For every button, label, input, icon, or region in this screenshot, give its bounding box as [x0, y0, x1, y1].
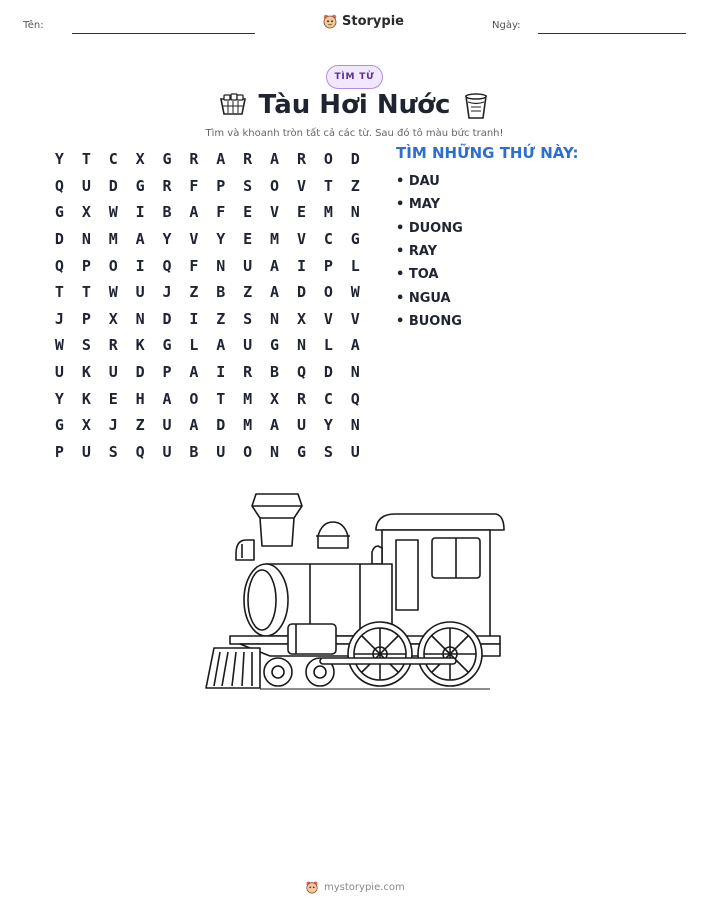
- grid-letter[interactable]: Z: [243, 283, 253, 302]
- date-line[interactable]: [538, 33, 686, 34]
- grid-letter[interactable]: M: [270, 230, 280, 249]
- grid-row: [46, 252, 369, 279]
- storypie-mascot-icon: [322, 13, 338, 29]
- grid-letter[interactable]: A: [189, 363, 199, 382]
- steam-locomotive-illustration: [200, 488, 510, 693]
- grid-letter[interactable]: X: [296, 309, 306, 328]
- grid-letter[interactable]: N: [216, 256, 226, 275]
- grid-letter[interactable]: S: [323, 442, 333, 461]
- grid-letter[interactable]: Y: [323, 416, 333, 435]
- grid-letter[interactable]: J: [108, 416, 118, 435]
- word-search-badge: TÌM TỪ: [326, 65, 383, 89]
- grid-letter[interactable]: V: [296, 176, 306, 195]
- grid-letter[interactable]: Q: [54, 176, 64, 195]
- grid-letter[interactable]: U: [81, 442, 91, 461]
- grid-letter[interactable]: K: [135, 336, 145, 355]
- grid-letter[interactable]: V: [350, 309, 360, 328]
- grid-letter[interactable]: B: [162, 203, 172, 222]
- grid-letter[interactable]: B: [216, 283, 226, 302]
- grid-letter[interactable]: S: [243, 309, 253, 328]
- word-item: • NGUA: [396, 290, 451, 306]
- grid-letter[interactable]: H: [135, 389, 145, 408]
- grid-letter[interactable]: P: [162, 363, 172, 382]
- storypie-mascot-icon: [305, 880, 319, 894]
- word-list: [396, 170, 463, 333]
- grid-letter[interactable]: L: [323, 336, 333, 355]
- grid-letter[interactable]: L: [350, 256, 360, 275]
- letter-grid: [46, 146, 369, 465]
- grid-letter[interactable]: K: [81, 389, 91, 408]
- grid-letter[interactable]: Y: [216, 230, 226, 249]
- grid-letter[interactable]: J: [162, 283, 172, 302]
- grid-letter[interactable]: K: [81, 363, 91, 382]
- grid-letter[interactable]: X: [270, 389, 280, 408]
- grid-letter[interactable]: M: [323, 203, 333, 222]
- instructions: Tìm và khoanh tròn tất cả các từ. Sau đó tô màu bức tranh!: [205, 128, 504, 139]
- grid-letter[interactable]: T: [81, 283, 91, 302]
- grid-letter[interactable]: U: [81, 176, 91, 195]
- grid-letter[interactable]: Q: [162, 256, 172, 275]
- grid-letter[interactable]: V: [296, 230, 306, 249]
- grid-letter[interactable]: T: [81, 150, 91, 169]
- grid-letter[interactable]: C: [323, 389, 333, 408]
- grid-letter[interactable]: D: [54, 230, 64, 249]
- grid-letter[interactable]: U: [350, 442, 360, 461]
- grid-letter[interactable]: E: [243, 203, 253, 222]
- grid-row: [46, 359, 369, 386]
- grid-letter[interactable]: O: [270, 176, 280, 195]
- grid-letter[interactable]: T: [54, 283, 64, 302]
- grid-letter[interactable]: N: [350, 203, 360, 222]
- grid-letter[interactable]: X: [135, 150, 145, 169]
- milk-cup-icon: [463, 92, 489, 120]
- grid-letter[interactable]: G: [296, 442, 306, 461]
- footer: [305, 880, 405, 894]
- grid-row: [46, 279, 369, 306]
- grid-letter[interactable]: G: [135, 176, 145, 195]
- grid-row: [46, 385, 369, 412]
- grid-letter[interactable]: N: [350, 363, 360, 382]
- grid-letter[interactable]: A: [270, 416, 280, 435]
- grid-letter[interactable]: A: [162, 389, 172, 408]
- grid-letter[interactable]: M: [243, 389, 253, 408]
- grid-letter[interactable]: A: [270, 150, 280, 169]
- grid-letter[interactable]: I: [135, 203, 145, 222]
- grid-letter[interactable]: G: [162, 150, 172, 169]
- grid-letter[interactable]: N: [135, 309, 145, 328]
- grid-letter[interactable]: Z: [189, 283, 199, 302]
- name-label: Tên:: [23, 20, 44, 31]
- grid-letter[interactable]: R: [243, 363, 253, 382]
- grid-letter[interactable]: U: [243, 256, 253, 275]
- grid-letter[interactable]: I: [216, 363, 226, 382]
- grid-letter[interactable]: D: [162, 309, 172, 328]
- grid-letter[interactable]: W: [108, 203, 118, 222]
- grid-letter[interactable]: N: [270, 309, 280, 328]
- grid-letter[interactable]: A: [270, 283, 280, 302]
- grid-letter[interactable]: G: [162, 336, 172, 355]
- word-item: • BUONG: [396, 313, 462, 329]
- grid-row: [46, 226, 369, 253]
- grid-letter[interactable]: E: [108, 389, 118, 408]
- name-line[interactable]: [72, 33, 255, 34]
- grid-letter[interactable]: C: [108, 150, 118, 169]
- grid-letter[interactable]: S: [108, 442, 118, 461]
- grid-letter[interactable]: R: [108, 336, 118, 355]
- date-label: Ngày:: [492, 20, 521, 31]
- word-item: • RAY: [396, 244, 438, 260]
- grid-letter[interactable]: F: [189, 256, 199, 275]
- grid-row: [46, 146, 369, 173]
- grid-letter[interactable]: U: [162, 416, 172, 435]
- grid-letter[interactable]: U: [296, 416, 306, 435]
- grid-letter[interactable]: A: [216, 336, 226, 355]
- grid-letter[interactable]: Z: [216, 309, 226, 328]
- grid-letter[interactable]: X: [81, 416, 91, 435]
- grid-row: [46, 439, 369, 466]
- grid-letter[interactable]: A: [216, 150, 226, 169]
- grid-letter[interactable]: R: [162, 176, 172, 195]
- grid-letter[interactable]: O: [108, 256, 118, 275]
- grid-letter[interactable]: T: [323, 176, 333, 195]
- grid-letter[interactable]: U: [162, 442, 172, 461]
- grid-row: [46, 332, 369, 359]
- grid-letter[interactable]: U: [108, 363, 118, 382]
- word-list-heading: TÌM NHỮNG THỨ NÀY:: [396, 144, 579, 162]
- grid-letter[interactable]: B: [189, 442, 199, 461]
- grid-row: [46, 173, 369, 200]
- grid-letter[interactable]: D: [323, 363, 333, 382]
- grid-letter[interactable]: R: [243, 150, 253, 169]
- grid-letter[interactable]: C: [323, 230, 333, 249]
- grid-letter[interactable]: N: [296, 336, 306, 355]
- grid-letter[interactable]: Z: [350, 176, 360, 195]
- grid-letter[interactable]: P: [323, 256, 333, 275]
- grid-letter[interactable]: Y: [54, 150, 64, 169]
- grid-letter[interactable]: U: [216, 442, 226, 461]
- grid-letter[interactable]: R: [296, 389, 306, 408]
- grid-row: [46, 306, 369, 333]
- grid-letter[interactable]: O: [189, 389, 199, 408]
- word-item: • TOA: [396, 267, 439, 283]
- grid-letter[interactable]: P: [81, 309, 91, 328]
- grid-letter[interactable]: B: [270, 363, 280, 382]
- grid-letter[interactable]: X: [81, 203, 91, 222]
- page-title: Tàu Hơi Nước: [258, 90, 451, 120]
- grid-letter[interactable]: P: [54, 442, 64, 461]
- footer-url[interactable]: mystorypie.com: [324, 881, 405, 893]
- grid-letter[interactable]: I: [189, 309, 199, 328]
- grid-letter[interactable]: M: [243, 416, 253, 435]
- brand-logo: [322, 13, 404, 29]
- grid-letter[interactable]: D: [296, 283, 306, 302]
- grid-letter[interactable]: R: [296, 150, 306, 169]
- brand-name: Storypie: [342, 13, 404, 29]
- grid-letter[interactable]: I: [135, 256, 145, 275]
- grid-letter[interactable]: Q: [296, 363, 306, 382]
- grid-letter[interactable]: Z: [135, 416, 145, 435]
- grid-letter[interactable]: G: [54, 203, 64, 222]
- word-item: • DUONG: [396, 220, 463, 236]
- grid-letter[interactable]: Q: [135, 442, 145, 461]
- grid-letter[interactable]: S: [81, 336, 91, 355]
- grid-letter[interactable]: O: [323, 150, 333, 169]
- grid-letter[interactable]: D: [135, 363, 145, 382]
- grid-letter[interactable]: G: [350, 230, 360, 249]
- grid-letter[interactable]: U: [243, 336, 253, 355]
- grid-letter[interactable]: F: [216, 203, 226, 222]
- grid-letter[interactable]: F: [189, 176, 199, 195]
- grid-letter[interactable]: S: [243, 176, 253, 195]
- grid-letter[interactable]: M: [108, 230, 118, 249]
- grid-letter[interactable]: X: [108, 309, 118, 328]
- grid-letter[interactable]: W: [54, 336, 64, 355]
- grid-letter[interactable]: V: [189, 230, 199, 249]
- grid-letter[interactable]: U: [135, 283, 145, 302]
- grid-letter[interactable]: P: [216, 176, 226, 195]
- grid-letter[interactable]: Q: [54, 256, 64, 275]
- grid-letter[interactable]: A: [135, 230, 145, 249]
- grid-letter[interactable]: D: [108, 176, 118, 195]
- grid-letter[interactable]: D: [350, 150, 360, 169]
- grid-letter[interactable]: N: [81, 230, 91, 249]
- grid-row: [46, 412, 369, 439]
- word-item: • MAY: [396, 197, 441, 213]
- grid-letter[interactable]: N: [350, 416, 360, 435]
- grid-letter[interactable]: Y: [162, 230, 172, 249]
- grid-letter[interactable]: A: [189, 203, 199, 222]
- grid-letter[interactable]: R: [189, 150, 199, 169]
- grid-letter[interactable]: W: [108, 283, 118, 302]
- grid-letter[interactable]: E: [243, 230, 253, 249]
- grid-letter[interactable]: O: [323, 283, 333, 302]
- grid-letter[interactable]: V: [323, 309, 333, 328]
- grid-letter[interactable]: I: [296, 256, 306, 275]
- grid-letter[interactable]: P: [81, 256, 91, 275]
- grid-letter[interactable]: L: [189, 336, 199, 355]
- grid-letter[interactable]: T: [216, 389, 226, 408]
- grid-letter[interactable]: E: [296, 203, 306, 222]
- grid-letter[interactable]: N: [270, 442, 280, 461]
- grid-letter[interactable]: U: [54, 363, 64, 382]
- grid-letter[interactable]: V: [270, 203, 280, 222]
- grid-letter[interactable]: A: [270, 256, 280, 275]
- grid-letter[interactable]: W: [350, 283, 360, 302]
- grid-letter[interactable]: O: [243, 442, 253, 461]
- grid-letter[interactable]: D: [216, 416, 226, 435]
- grid-letter[interactable]: Q: [350, 389, 360, 408]
- grid-row: [46, 199, 369, 226]
- grid-letter[interactable]: G: [270, 336, 280, 355]
- word-item: • DAU: [396, 174, 440, 190]
- grid-letter[interactable]: G: [54, 416, 64, 435]
- grid-letter[interactable]: A: [350, 336, 360, 355]
- grid-letter[interactable]: A: [189, 416, 199, 435]
- grid-letter[interactable]: Y: [54, 389, 64, 408]
- grid-letter[interactable]: J: [54, 309, 64, 328]
